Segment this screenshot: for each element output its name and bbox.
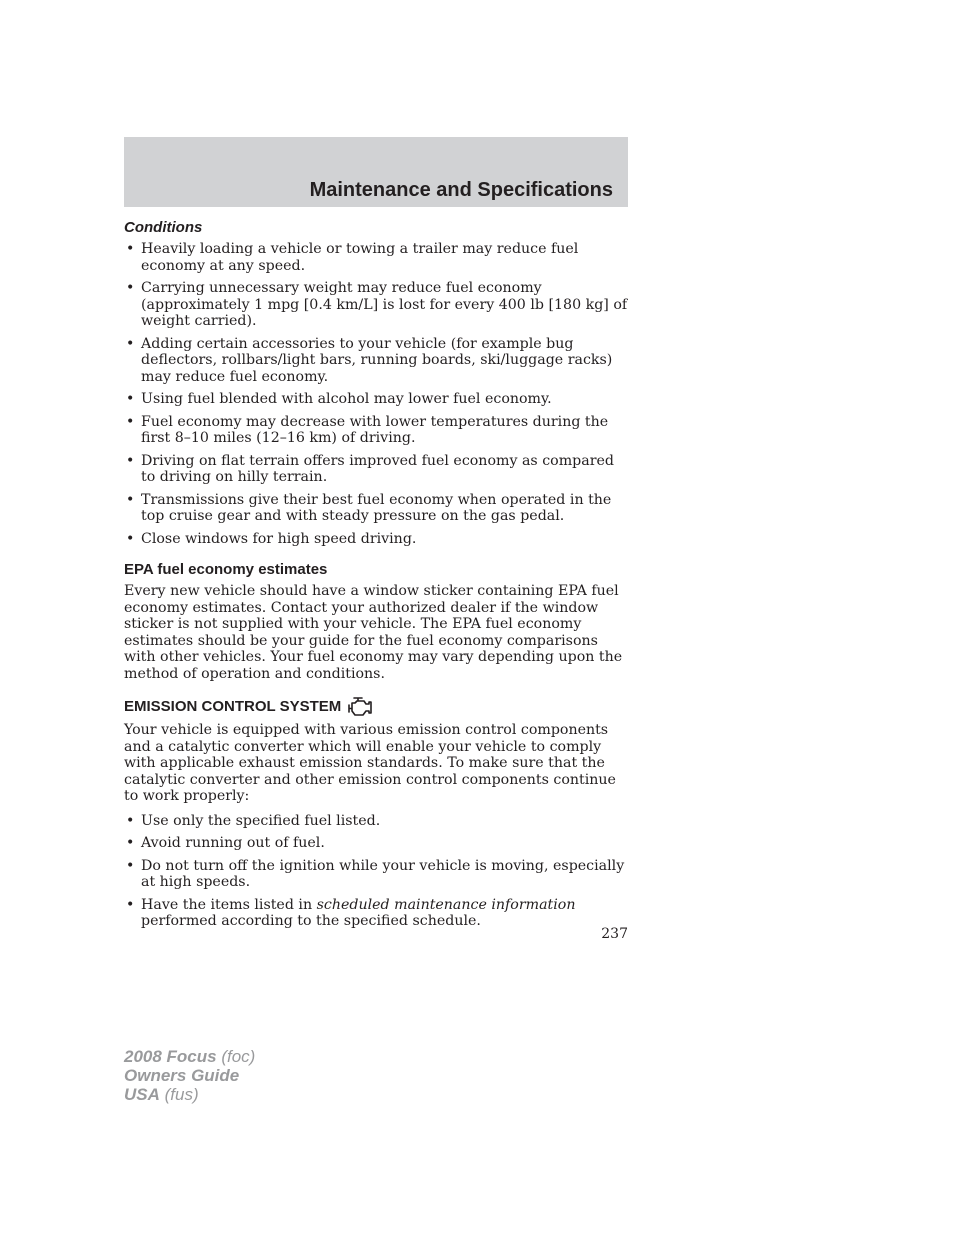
conditions-list bbox=[124, 241, 630, 547]
epa-paragraph: Every new vehicle should have a window sticker containing EPA fuel economy estimates. Contact your authorized dealer if the window sticker is not supplied with your vehicle. The EPA fuel economy estimates should be your guide for the fuel economy comparisons with other vehicles. Your fuel economy may vary depending upon the method of operation and conditions. bbox=[124, 583, 623, 682]
page-content bbox=[124, 219, 630, 936]
conditions-heading: Conditions bbox=[124, 219, 203, 236]
list-item: • Carrying unnecessary weight may reduce fuel economy (approximately 1 mpg [0.4 km/L] is lost for every 400 lb [180 kg] of weight carried). bbox=[126, 280, 628, 329]
footer-line-market: USA (fus) bbox=[124, 1085, 199, 1104]
list-item: • Driving on flat terrain offers improved fuel economy as compared to driving on hilly terrain. bbox=[126, 452, 614, 485]
list-item: • Do not turn off the ignition while your vehicle is moving, especially at high speeds. bbox=[126, 857, 625, 890]
list-item: • Use only the specified fuel listed. bbox=[126, 812, 381, 829]
bullet-icon: • bbox=[126, 812, 135, 829]
emission-paragraph: Your vehicle is equipped with various emission control components and a catalytic converter which will enable your vehicle to comply with applicable exhaust emission standards. To make sure that the catalytic converter and other emission control components continue to work properly: bbox=[124, 722, 616, 804]
footer-line-model: 2008 Focus (foc) bbox=[124, 1047, 256, 1066]
epa-heading: EPA fuel economy estimates bbox=[124, 561, 328, 578]
bullet-icon: • bbox=[126, 530, 135, 547]
bullet-icon: • bbox=[126, 491, 135, 508]
bullet-icon: • bbox=[126, 413, 135, 430]
list-item: • Have the items listed in scheduled maintenance information performed according to the specified schedule. bbox=[126, 896, 576, 929]
list-item: • Fuel economy may decrease with lower temperatures during the first 8–10 miles (12–16 km) of driving. bbox=[126, 413, 609, 446]
emission-list bbox=[124, 813, 630, 930]
bullet-icon: • bbox=[126, 835, 135, 851]
bullet-icon: • bbox=[126, 335, 135, 352]
emission-heading-text: EMISSION CONTROL SYSTEM bbox=[124, 698, 342, 715]
bullet-icon: • bbox=[126, 857, 135, 874]
bullet-icon: • bbox=[126, 391, 135, 407]
engine-icon bbox=[345, 696, 375, 718]
section-title: Maintenance and Specifications bbox=[309, 179, 613, 201]
list-item: • Avoid running out of fuel. bbox=[126, 835, 325, 851]
bullet-icon: • bbox=[126, 452, 135, 469]
list-item: • Using fuel blended with alcohol may lower fuel economy. bbox=[126, 391, 552, 407]
list-item: • Close windows for high speed driving. bbox=[126, 530, 417, 547]
list-item: • Adding certain accessories to your vehicle (for example bug deflectors, rollbars/light bars, running boards, ski/luggage racks) may reduce fuel economy. bbox=[126, 335, 613, 385]
footer-line-guide: Owners Guide bbox=[124, 1066, 240, 1085]
emission-heading bbox=[124, 696, 630, 718]
document-footer bbox=[124, 1047, 255, 1104]
page-number: 237 bbox=[601, 926, 628, 942]
scheduled-maintenance-reference: scheduled maintenance information bbox=[316, 896, 576, 913]
bullet-icon: • bbox=[126, 896, 135, 913]
bullet-icon: • bbox=[126, 241, 135, 257]
list-item: • Heavily loading a vehicle or towing a trailer may reduce fuel economy at any speed. bbox=[126, 241, 579, 274]
list-item: • Transmissions give their best fuel economy when operated in the top cruise gear and with steady pressure on the gas pedal. bbox=[126, 491, 612, 524]
bullet-icon: • bbox=[126, 280, 135, 296]
section-header-band bbox=[124, 137, 628, 207]
